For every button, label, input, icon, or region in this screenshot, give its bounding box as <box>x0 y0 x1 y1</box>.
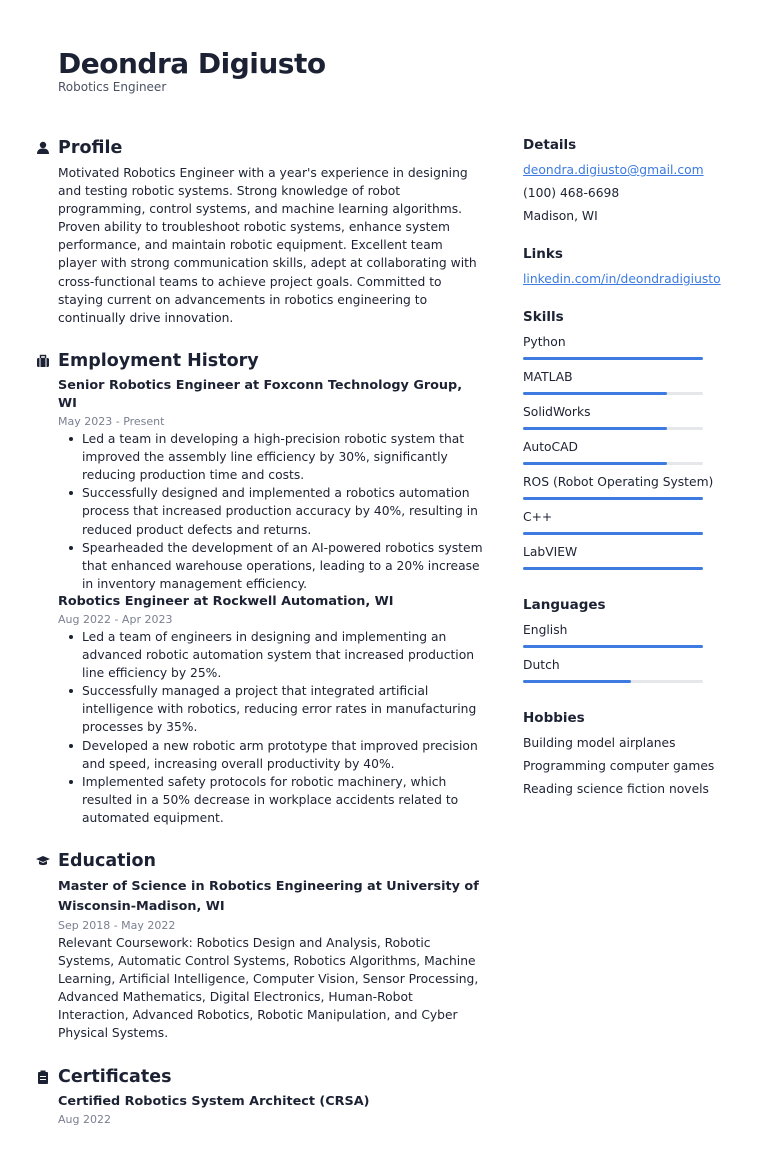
hobby-item: Programming computer games <box>523 759 715 773</box>
details-heading: Details <box>523 137 577 153</box>
skill-name: Python <box>523 335 566 349</box>
skill-level-bar <box>523 497 703 500</box>
job-dates: Aug 2022 - Apr 2023 <box>58 612 173 626</box>
profile-text: Motivated Robotics Engineer with a year's experience in designing and testing robotic systems. Strong knowledge of robot programming, control systems, and machine learning algorithms. Proven ability to troubleshoot robotic systems, enhance system performance, and maintain robotic equipment. Excellent team player with strong communication skills, adept at collaborating with cross-functional teams to achieve project goals. Committed to staying current on advancements in robotics engineering to continually drive innovation. <box>58 166 477 325</box>
section-heading: Profile <box>58 138 123 158</box>
hobbies-heading: Hobbies <box>523 710 585 726</box>
skill-level-bar <box>523 357 703 360</box>
job-bullet: Led a team of engineers in designing and implementing an advanced robotic automation system that increased production line efficiency by 25%. <box>82 628 483 682</box>
job-heading: Robotics Engineer at Rockwell Automation, WI <box>58 593 394 609</box>
hobby-item: Reading science fiction novels <box>523 782 709 796</box>
job-dates: May 2023 - Present <box>58 415 165 429</box>
job-bullet: Developed a new robotic arm prototype that improved precision and speed, increasing overall productivity by 40%. <box>82 737 483 773</box>
skill-name: ROS (Robot Operating System) <box>523 475 714 489</box>
language-name: English <box>523 623 568 637</box>
skill-item <box>523 438 723 465</box>
skill-name: C++ <box>523 510 553 524</box>
language-level-bar <box>523 680 703 683</box>
certificate-date: Aug 2022 <box>58 1112 111 1126</box>
language-level-fill <box>523 645 703 648</box>
skills-section <box>523 308 723 570</box>
job-bullet: Successfully designed and implemented a robotics automation process that increased production accuracy by 40%, resulting in reduced product defects and returns. <box>82 484 483 538</box>
skill-level-fill <box>523 567 703 570</box>
job-entry <box>58 377 483 593</box>
links-heading: Links <box>523 246 563 262</box>
language-item <box>523 621 723 648</box>
skill-name: MATLAB <box>523 370 573 384</box>
job-bullet: Implemented safety protocols for robotic machinery, which resulted in a 50% decrease in workplace accidents related to automated equipment. <box>82 773 483 827</box>
briefcase-icon <box>36 354 50 368</box>
skill-item <box>523 508 723 535</box>
phone: (100) 468-6698 <box>523 186 620 200</box>
skill-name: LabVIEW <box>523 545 578 559</box>
clipboard-icon <box>36 1070 50 1084</box>
job-bullet: Spearheaded the development of an AI-powered robotics system that enhanced warehouse operations, leading to a 20% increase in inventory management efficiency. <box>82 539 483 593</box>
links-section <box>523 245 723 288</box>
skill-level-fill <box>523 462 667 465</box>
section-heading: Education <box>58 851 156 871</box>
language-item <box>523 656 723 683</box>
candidate-name: Deondra Digiusto <box>58 47 326 80</box>
languages-section <box>523 596 723 683</box>
skill-name: SolidWorks <box>523 405 591 419</box>
job-entry <box>58 593 483 827</box>
skill-level-fill <box>523 427 667 430</box>
skill-level-fill <box>523 392 667 395</box>
section-heading: Employment History <box>58 350 259 371</box>
skill-level-bar <box>523 532 703 535</box>
details-section <box>523 136 723 225</box>
degree-heading: Master of Science in Robotics Engineering at University of Wisconsin-Madison, WI <box>58 879 479 914</box>
skill-item <box>523 543 723 570</box>
education-dates: Sep 2018 - May 2022 <box>58 919 176 932</box>
hobbies-section <box>523 709 723 798</box>
certificate-name: Certified Robotics System Architect (CRSA) <box>58 1093 370 1109</box>
linkedin-link[interactable]: linkedin.com/in/deondradigiusto <box>523 272 721 286</box>
section-heading: Certificates <box>58 1066 172 1087</box>
profile-section <box>58 136 483 327</box>
skill-item <box>523 333 723 360</box>
skills-heading: Skills <box>523 309 564 325</box>
skill-item <box>523 473 723 500</box>
skill-level-fill <box>523 497 703 500</box>
skill-level-bar <box>523 392 703 395</box>
graduation-cap-icon <box>36 854 50 868</box>
main-column <box>58 136 483 1150</box>
skill-name: AutoCAD <box>523 440 579 454</box>
job-heading: Senior Robotics Engineer at Foxconn Technology Group, WI <box>58 377 463 411</box>
language-level-bar <box>523 645 703 648</box>
person-icon <box>36 141 50 155</box>
languages-heading: Languages <box>523 597 606 613</box>
job-title: Robotics Engineer <box>58 80 167 94</box>
sidebar <box>523 136 723 818</box>
skill-level-bar <box>523 427 703 430</box>
job-bullet: Successfully managed a project that integrated artificial intelligence with robotics, reducing error rates in manufacturing processes by 35%. <box>82 682 483 736</box>
coursework-text: Relevant Coursework: Robotics Design and Analysis, Robotic Systems, Automatic Control Systems, Robotics Algorithms, Machine Learning, Artificial Intelligence, Computer Vision, Sensor Processing, Advanced Mathematics, Digital Electronics, Human-Robot Interaction, Advanced Robotics, Robotic Manipulation, and Cyber Physical Systems. <box>58 936 479 1041</box>
skill-level-fill <box>523 357 703 360</box>
skill-item <box>523 368 723 395</box>
hobby-item: Building model airplanes <box>523 736 676 750</box>
skill-level-bar <box>523 462 703 465</box>
email-link[interactable]: deondra.digiusto@gmail.com <box>523 163 704 177</box>
skill-item <box>523 403 723 430</box>
location: Madison, WI <box>523 209 598 223</box>
language-name: Dutch <box>523 658 560 672</box>
education-section <box>58 849 483 1043</box>
language-level-fill <box>523 680 631 683</box>
certificates-section <box>58 1065 483 1128</box>
skill-level-bar <box>523 567 703 570</box>
job-bullet: Led a team in developing a high-precision robotic system that improved the assembly line efficiency by 30%, significantly reducing production time and costs. <box>82 430 483 484</box>
employment-section <box>58 349 483 827</box>
skill-level-fill <box>523 532 703 535</box>
